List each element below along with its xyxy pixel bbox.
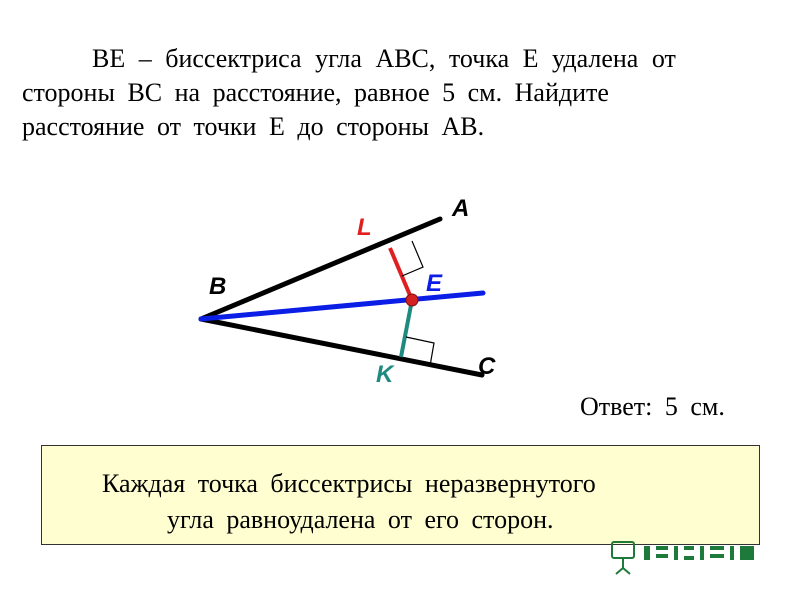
- label-a: A: [452, 195, 470, 222]
- problem-line-1: ВЕ – биссектриса угла АВС, точка Е удалена от: [92, 44, 676, 73]
- right-angle-mark-l: [402, 241, 423, 276]
- label-l: L: [357, 214, 372, 241]
- label-c: C: [478, 353, 496, 380]
- presentation-board-icon: [610, 538, 760, 578]
- theorem-line-1: Каждая точка биссектрисы неразвернутого: [102, 469, 596, 498]
- problem-line-2: стороны ВС на расстояние, равное 5 см. Найдите: [22, 78, 609, 107]
- problem-line-3: расстояние от точки Е до стороны АВ.: [22, 112, 485, 141]
- side-ba: [201, 219, 440, 319]
- perpendicular-ek: [401, 300, 412, 357]
- label-e: E: [426, 270, 443, 297]
- answer-text: Ответ: 5 см.: [580, 392, 725, 421]
- perpendicular-el: [390, 248, 412, 300]
- theorem-box: [41, 445, 760, 545]
- label-b: B: [209, 273, 227, 300]
- theorem-line-2: угла равноудалена от его сторон.: [167, 505, 554, 534]
- side-bc: [201, 319, 482, 375]
- point-e: [406, 294, 418, 306]
- label-k: K: [376, 361, 394, 388]
